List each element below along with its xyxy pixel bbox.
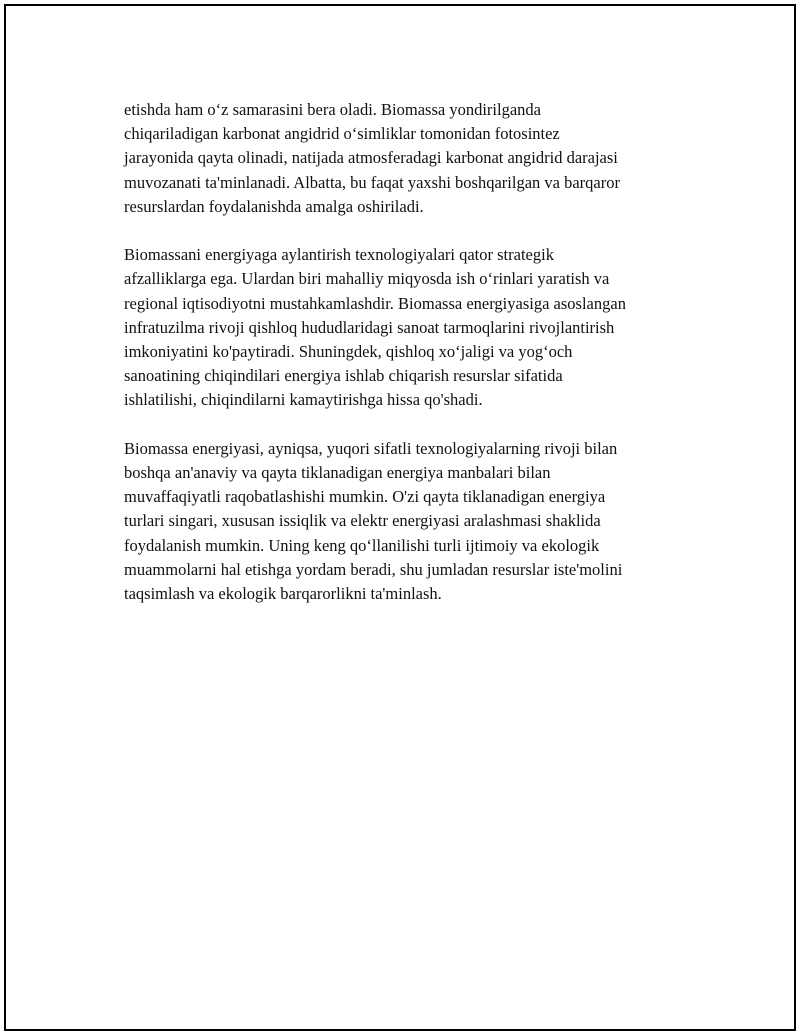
paragraph-3 — [124, 437, 704, 606]
text-line: muvaffaqiyatli raqobatlashishi mumkin. O'zi qayta tiklanadigan energiya — [124, 487, 606, 507]
text-line: regional iqtisodiyotni mustahkamlashdir. Biomassa energiyasiga asoslangan — [124, 293, 626, 313]
text-line: chiqariladigan karbonat angidrid o‘simliklar tomonidan fotosintez — [124, 124, 560, 144]
text-line: sanoatining chiqindilari energiya ishlab chiqarish resurslar sifatida — [124, 366, 563, 386]
text-line: boshqa an'anaviy va qayta tiklanadigan energiya manbalari bilan — [124, 463, 551, 483]
text-line: afzalliklarga ega. Ulardan biri mahalliy miqyosda ish o‘rinlari yaratish va — [124, 269, 610, 289]
text-line: Biomassa energiyasi, ayniqsa, yuqori sifatli texnologiyalarning rivoji bilan — [124, 438, 618, 458]
text-line: muammolarni hal etishga yordam beradi, shu jumladan resurslar iste'molini — [124, 559, 623, 579]
text-line: ishlatilishi, chiqindilarni kamaytirishga hissa qo'shadi. — [124, 390, 483, 410]
text-line: imkoniyatini ko'paytiradi. Shuningdek, qishloq xo‘jaligi va yog‘och — [124, 342, 573, 362]
text-line: turlari singari, xususan issiqlik va elektr energiyasi aralashmasi shaklida — [124, 511, 601, 531]
text-line: resurslardan foydalanishda amalga oshiriladi. — [124, 196, 424, 216]
text-line: muvozanati ta'minlanadi. Albatta, bu faqat yaxshi boshqarilgan va barqaror — [124, 172, 620, 192]
text-line: taqsimlash va ekologik barqarorlikni ta'minlash. — [124, 584, 442, 604]
text-line: foydalanish mumkin. Uning keng qo‘llanilishi turli ijtimoiy va ekologik — [124, 535, 600, 555]
paragraph-2 — [124, 243, 704, 412]
text-line: infratuzilma rivoji qishloq hududlaridagi sanoat tarmoqlarini rivojlantirish — [124, 317, 615, 337]
text-line: jarayonida qayta olinadi, natijada atmosferadagi karbonat angidrid darajasi — [124, 148, 618, 168]
document-body — [124, 98, 704, 630]
paragraph-1 — [124, 98, 704, 219]
text-line: etishda ham o‘z samarasini bera oladi. Biomassa yondirilganda — [124, 100, 541, 119]
text-line: Biomassani energiyaga aylantirish texnologiyalari qator strategik — [124, 245, 554, 265]
page-frame — [4, 4, 796, 1031]
